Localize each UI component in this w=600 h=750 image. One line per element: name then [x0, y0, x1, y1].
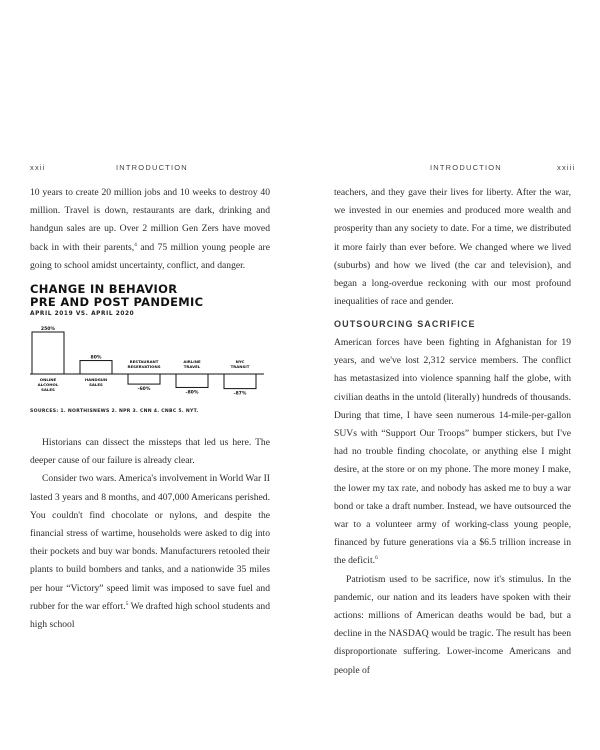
- chart-bar: [128, 374, 160, 384]
- right-running-head: INTRODUCTION: [430, 163, 502, 172]
- chart-category-label: AIRLINE: [183, 359, 201, 364]
- right-para-1: teachers, and they gave their lives for liberty. After the war, we invested in our enemies and produced more wealth and prosperity than any society to date. For a time, we distributed it more fairly than ever before. We changed where we lived (suburbs) and how we lived (the car and television), and began a long-overdue reckoning with our most profound inequalities of race and gender.: [334, 187, 571, 308]
- chart-value-label: -87%: [233, 391, 247, 397]
- chart-title-line-1: CHANGE IN BEHAVIOR: [30, 282, 178, 296]
- chart-category-label: SALES: [89, 382, 103, 387]
- section-heading: OUTSOURCING SACRIFICE: [334, 319, 476, 329]
- left-para-1: 10 years to create 20 million jobs and 10 weeks to destroy 40 million. Travel is down, restaurants are dark, drinking and handgun sales are up. Over 2 million Gen Zers have moved back in with their parents,$^4$ and 75 million young people are going to school amidst uncertainty, conflict, and danger.: [30, 187, 271, 271]
- footnote-ref: 4: [134, 241, 137, 248]
- left-body-lower: [30, 434, 270, 634]
- chart-category-label: RESERVATIONS: [127, 364, 161, 369]
- chart-category-label: ALCOHOL: [37, 382, 59, 387]
- chart-category-label: SALES: [41, 387, 55, 392]
- chart-category-label: ONLINE: [39, 377, 57, 382]
- chart-category-label: TRANSIT: [230, 364, 250, 369]
- chart-value-label: 250%: [40, 327, 56, 332]
- behavior-chart: [30, 282, 278, 422]
- chart-bar: [176, 374, 208, 387]
- right-folio: xxiii: [557, 163, 576, 172]
- left-para-2: Historians can dissect the missteps that led us here. The deeper cause of our failure is already clear.: [30, 437, 270, 467]
- chart-plot: [30, 282, 278, 407]
- chart-value-label: -60%: [137, 387, 151, 393]
- chart-bar: [32, 332, 64, 374]
- left-para-3: Consider two wars. America's involvement in World War II lasted 3 years and 8 months, and 407,000 Americans perished. You couldn't find chocolate or nylons, and despite the financial stress of wartime, households were asked to dig into their pockets and buy war bonds. Manufacturers retooled their plants to build bombers and tanks, and a nationwide 35 miles per hour “Victory” speed limit was imposed to save fuel and rubber for the war effort.$^5$ We drafted high school students and high school: [30, 473, 270, 631]
- right-para-3: Patriotism used to be sacrifice, now it's stimulus. In the pandemic, our nation and its leaders have spoken with their actions: millions of American deaths would be bad, but a decline in the NASDAQ would be tragic. The result has been disproportionate suffering. Lower-income Americans and people of: [334, 573, 571, 676]
- chart-category-label: TRAVEL: [183, 364, 201, 369]
- chart-title-line-2: PRE AND POST PANDEMIC: [30, 295, 204, 309]
- chart-subtitle: APRIL 2019 VS. APRIL 2020: [30, 311, 135, 317]
- chart-bar: [224, 374, 256, 389]
- chart-category-label: RESTAURANT: [129, 359, 159, 364]
- chart-value-label: 80%: [90, 355, 102, 361]
- chart-bar: [80, 361, 112, 374]
- chart-value-label: -80%: [185, 390, 199, 396]
- right-para-2: American forces have been fighting in Afghanistan for 19 years, and we've lost 2,312 service members. The conflict has metastasized into violence spanning half the globe, with civilian deaths in the untold (literally) hundreds of thousands. During that time, I have seen numerous 14-mile-per-gallon SUVs with “Support Our Troops” bumper stickers, but I've had no trouble finding chocolate, or anything else I might desire, at the store or on my phone. The more money I make, the lower my tax rate, and nobody has asked me to buy a war bond or take a draft number. Instead, we have outsourced the war to a volunteer army of working-class young people, financed by future generations via a $6.5 trillion increase in the deficit.$^6$: [334, 337, 571, 567]
- left-folio: xxii: [30, 163, 46, 172]
- right-body-lower: [334, 334, 571, 680]
- footnote-ref: 6: [375, 555, 378, 562]
- left-running-head: INTRODUCTION: [116, 163, 188, 172]
- chart-category-label: HANDGUN: [84, 377, 108, 382]
- footnote-ref: 5: [125, 600, 129, 607]
- chart-category-label: NYC: [235, 359, 245, 364]
- chart-sources: SOURCES: 1. NORTHISNEWS 2. NPR 3. CNN 4. CNBC 5. NYT.: [30, 409, 199, 414]
- right-page: [300, 0, 600, 750]
